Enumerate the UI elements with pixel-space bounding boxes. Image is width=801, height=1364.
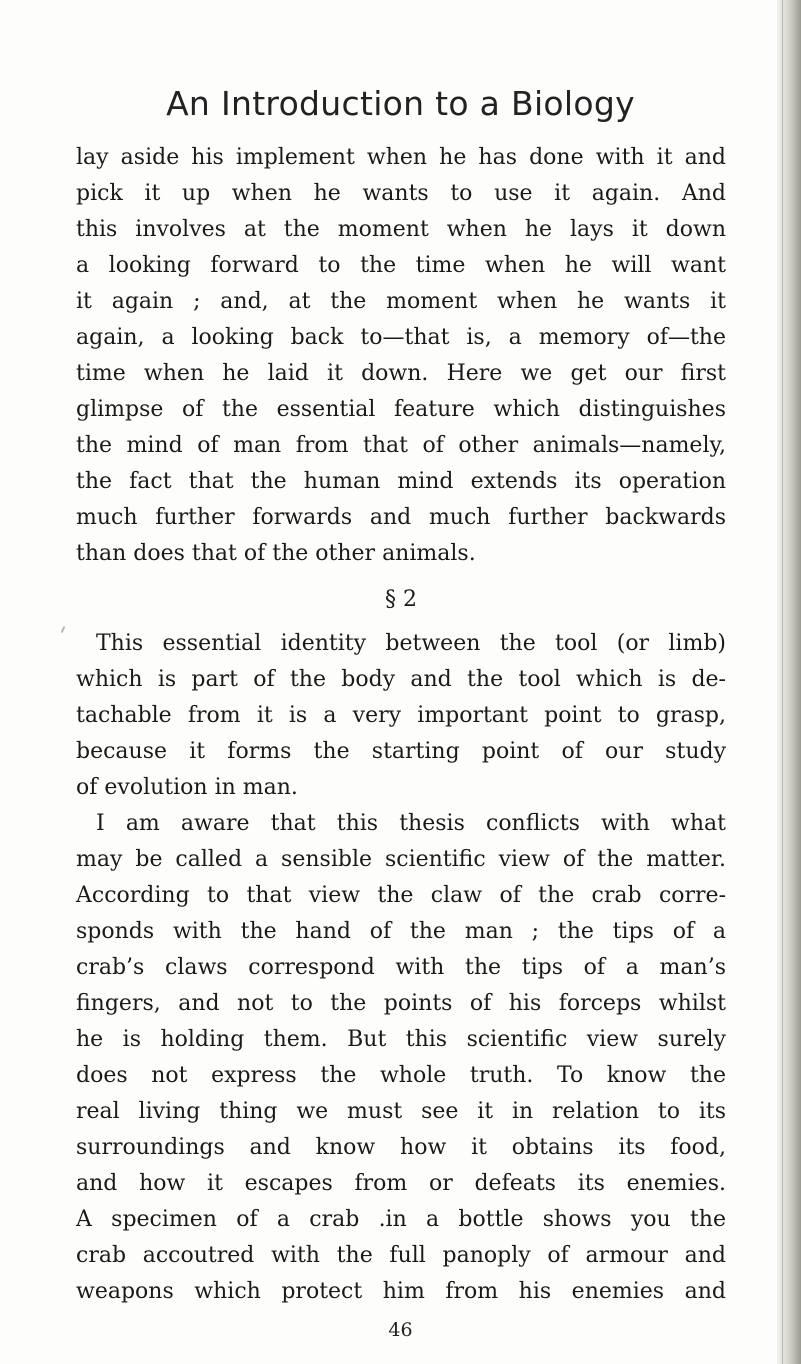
text-line: sponds with the hand of the man ; the tips of a (76, 919, 726, 944)
text-line: surroundings and know how it obtains its food, (76, 1135, 726, 1160)
page-edge-shadow (777, 0, 801, 1364)
text-line: it again ; and, at the moment when he wants it (76, 289, 726, 314)
text-line: crab’s claws correspond with the tips of a man’s (76, 955, 726, 980)
page-number: 46 (388, 1319, 413, 1341)
page-edge-line (782, 0, 783, 1364)
section-heading: § 2 (385, 587, 417, 612)
paragraph-2 (76, 626, 726, 806)
text-line: does not express the whole truth. To know the (76, 1063, 726, 1088)
text-line: than does that of the other animals. (76, 541, 476, 566)
text-line: the mind of man from that of other animals—namely, (76, 433, 726, 458)
text-line: glimpse of the essential feature which distinguishes (76, 397, 726, 422)
body-text (76, 140, 726, 1310)
text-line: and how it escapes from or defeats its enemies. (76, 1171, 726, 1196)
text-line: real living thing we must see it in relation to its (76, 1099, 726, 1124)
text-line: the fact that the human mind extends its operation (76, 469, 726, 494)
text-line: this involves at the moment when he lays it down (76, 217, 726, 242)
text-line: a looking forward to the time when he will want (76, 253, 726, 278)
text-line: he is holding them. But this scientific view surely (76, 1027, 726, 1052)
text-line: weapons which protect him from his enemies and (76, 1279, 726, 1304)
text-line: of evolution in man. (76, 775, 298, 800)
text-line: again, a looking back to—that is, a memory of—the (76, 325, 726, 350)
text-line: This essential identity between the tool (or limb) (96, 631, 726, 656)
text-line: tachable from it is a very important point to grasp, (76, 703, 726, 728)
text-line: lay aside his implement when he has done with it and (76, 145, 726, 170)
text-line: because it forms the starting point of our study (76, 739, 726, 764)
text-line: much further forwards and much further backwards (76, 505, 726, 530)
text-line: may be called a sensible scientific view of the matter. (76, 847, 726, 872)
paragraph-3 (76, 806, 726, 1310)
text-line: crab accoutred with the full panoply of armour and (76, 1243, 726, 1268)
running-header: An Introduction to a Biology (166, 84, 635, 123)
paper-speck (61, 626, 66, 633)
text-line: fingers, and not to the points of his forceps whilst (76, 991, 726, 1016)
text-line: time when he laid it down. Here we get our first (76, 361, 726, 386)
text-line: pick it up when he wants to use it again. And (76, 181, 726, 206)
text-line: A specimen of a crab .in a bottle shows you the (76, 1207, 726, 1232)
text-line: which is part of the body and the tool which is de- (76, 667, 726, 692)
text-line: According to that view the claw of the crab corre- (76, 883, 726, 908)
text-line: I am aware that this thesis conflicts with what (96, 811, 726, 836)
paragraph-1 (76, 140, 726, 572)
